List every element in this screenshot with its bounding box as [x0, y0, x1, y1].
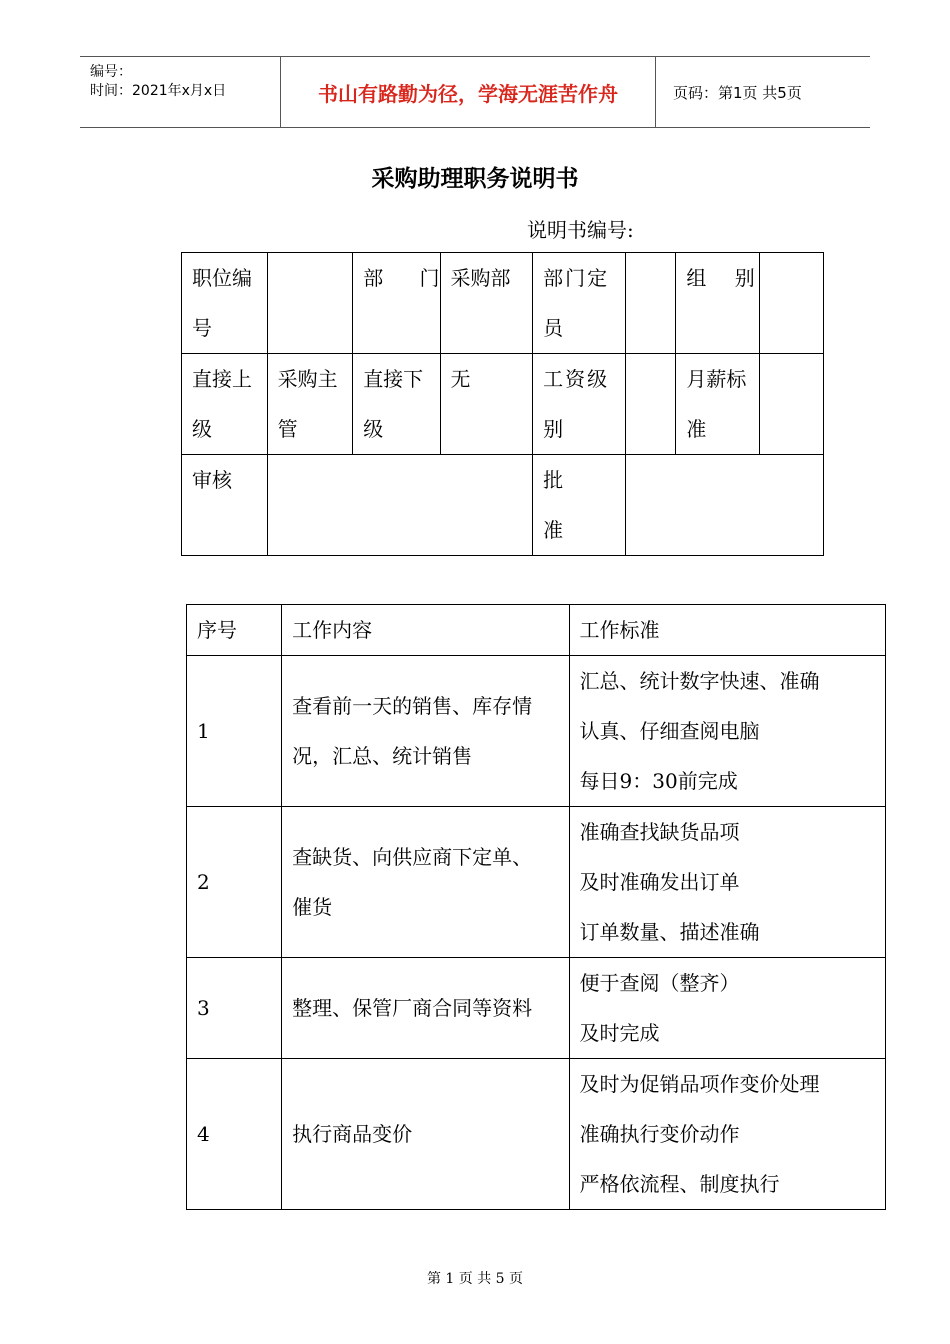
- salary-grade-value: [625, 354, 676, 455]
- dept-value: 采购部: [440, 253, 533, 354]
- monthly-salary-value: [760, 354, 824, 455]
- row-no: 4: [187, 1059, 282, 1210]
- direct-superior-label: 直接上级: [182, 354, 268, 455]
- direct-subordinate-label: 直接下级: [353, 354, 440, 455]
- content-line: 整理、保管厂商合同等资料: [292, 996, 533, 1020]
- time-label: 时间：2021年x月x日: [90, 83, 227, 99]
- content-line: 催货: [292, 895, 333, 919]
- group-value: [760, 253, 824, 354]
- row-content: [282, 958, 569, 1059]
- standard-line: 严格依流程、制度执行: [579, 1172, 780, 1196]
- standard-line: 及时完成: [579, 1021, 660, 1045]
- position-info-table: [181, 252, 824, 556]
- row-no: 3: [187, 958, 282, 1059]
- col-header-content: 工作内容: [282, 605, 569, 656]
- duties-table: [186, 604, 886, 1210]
- dept-headcount-value: [625, 253, 676, 354]
- standard-line: 准确查找缺货品项: [579, 820, 740, 844]
- row-standard: [569, 656, 885, 807]
- col-header-no: 序号: [187, 605, 282, 656]
- page-footer: 第 1 页 共 5 页: [426, 1271, 524, 1287]
- monthly-salary-label: 月薪标准: [676, 354, 760, 455]
- row-standard: [569, 807, 885, 958]
- header-meta: [80, 57, 281, 127]
- serial-label: 编号：: [90, 64, 132, 80]
- content-line: 查缺货、向供应商下定单、: [292, 845, 533, 869]
- content-line: 执行商品变价: [292, 1122, 413, 1146]
- standard-line: 汇总、统计数字快速、准确: [579, 669, 820, 693]
- standard-line: 每日9：30前完成: [579, 769, 738, 793]
- standard-line: 订单数量、描述准确: [579, 920, 760, 944]
- col-header-standard: 工作标准: [569, 605, 885, 656]
- row-content: [282, 656, 569, 807]
- row-standard: [569, 1059, 885, 1210]
- content-line: 查看前一天的销售、库存情: [292, 694, 533, 718]
- page-info-text: 页码：第1页 共5页: [673, 83, 802, 102]
- position-no-label: 职位编号: [182, 253, 268, 354]
- direct-superior-value: 采购主管: [267, 354, 353, 455]
- approve-label: [533, 455, 626, 556]
- table-row: [187, 958, 886, 1059]
- standard-line: 准确执行变价动作: [579, 1122, 740, 1146]
- salary-grade-label: 工资级别: [533, 354, 626, 455]
- header-motto: 书山有路勤为径，学海无涯苦作舟: [281, 57, 656, 127]
- header-page-info: [664, 57, 870, 127]
- table-row: [187, 807, 886, 958]
- standard-line: 认真、仔细查阅电脑: [579, 719, 760, 743]
- dept-headcount-label: 部门定员: [533, 253, 626, 354]
- table-row: [187, 1059, 886, 1210]
- content-line: 况，汇总、统计销售: [292, 744, 473, 768]
- standard-line: 及时为促销品项作变价处理: [579, 1072, 820, 1096]
- dept-label-text: 部 门: [363, 266, 440, 290]
- row-content: [282, 1059, 569, 1210]
- row-standard: [569, 958, 885, 1059]
- row-no: 2: [187, 807, 282, 958]
- approve-label-text: 批准: [543, 468, 564, 542]
- row-no: 1: [187, 656, 282, 807]
- dept-label: [353, 253, 440, 354]
- document-header: [80, 56, 870, 128]
- group-label-text: 组 别: [686, 266, 755, 290]
- row-content: [282, 807, 569, 958]
- standard-line: 便于查阅（整齐）: [579, 971, 740, 995]
- document-title: 采购助理职务说明书: [371, 165, 579, 192]
- direct-subordinate-value: 无: [440, 354, 533, 455]
- table-row: [187, 656, 886, 807]
- review-value: [267, 455, 533, 556]
- position-no-value: [267, 253, 353, 354]
- group-label: [676, 253, 760, 354]
- approve-value: [625, 455, 823, 556]
- standard-line: 及时准确发出订单: [579, 870, 740, 894]
- review-label: 审核: [182, 455, 268, 556]
- doc-number-label: 说明书编号:: [527, 218, 634, 242]
